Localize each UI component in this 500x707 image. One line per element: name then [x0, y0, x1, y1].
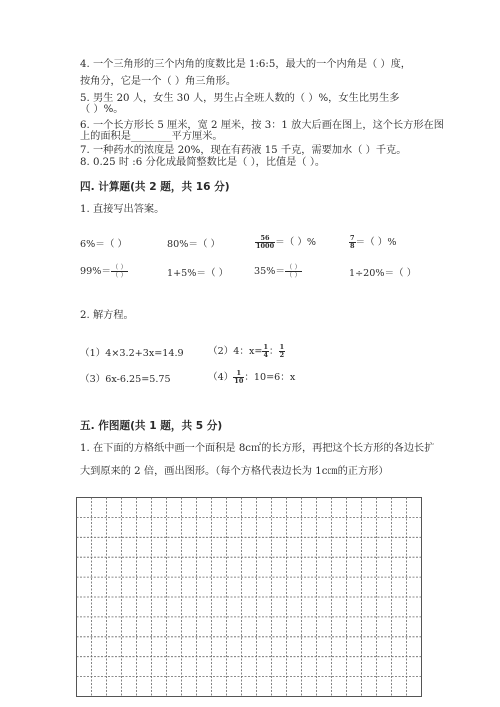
fraction-denominator: （ ） [111, 271, 127, 279]
section-5-title: 五. 作图题(共 1 题，共 5 分) [80, 420, 223, 432]
equation-1: （1）4×3.2+3x=14.9 [80, 348, 184, 359]
fraction-denominator: 10 [234, 377, 244, 385]
grid-paper[interactable] [76, 497, 422, 697]
equation-2 [208, 344, 285, 359]
fraction-numerator: 1 [279, 343, 285, 351]
equation-tail: ：10=6：x [244, 372, 296, 383]
section-5-q1-line-2: 大到原来的 2 倍，画出图形。（每个方格代表边长为 1c㎝的正方形） [80, 466, 389, 477]
fraction-1-2 [279, 344, 286, 359]
section-4-q2-title: 2. 解方程。 [80, 310, 134, 321]
calc-80-percent: 80%＝（ ） [167, 239, 221, 250]
calc-1-div-20-percent: 1÷20%＝（ ） [349, 268, 417, 279]
fraction-numerator: 1 [263, 343, 268, 351]
fraction-numerator: （ ） [285, 263, 301, 271]
calc-6-percent: 6%＝（ ） [80, 239, 128, 250]
calc-99-percent [80, 264, 128, 279]
question-8-line: 8. 0.25 时 :6 分化成最简整数比是（ ），比值是（ ）。 [80, 157, 326, 168]
calc-7-over-8 [349, 235, 396, 250]
fraction-blank [111, 264, 128, 279]
question-4-line-1: 4. 一个三角形的三个内角的度数比是 1:6:5，最大的一个内角是（ ）度， [80, 59, 411, 70]
calc-1-plus-5-percent: 1+5%＝（ ） [167, 268, 229, 279]
ratio-colon: ： [268, 346, 279, 357]
fraction-blank [285, 264, 302, 279]
calc-head: 35%＝ [254, 266, 285, 277]
section-4-q1-title: 1. 直接写出答案。 [80, 204, 165, 215]
question-4-line-2: 按角分，它是一个（ ）角三角形。 [80, 76, 237, 87]
fraction-denominator: 2 [279, 351, 285, 359]
question-5-line-1: 5. 男生 20 人，女生 30 人，男生占全班人数的（ ）%，女生比男生多 [80, 93, 400, 104]
fraction-1-10 [233, 370, 244, 385]
fraction-denominator: 8 [350, 242, 355, 250]
question-6-line-1: 6. 一个长方形长 5 厘米，宽 2 厘米，按 3：1 放大后画在图上，这个长方形在图 [80, 120, 444, 131]
fraction-numerator: 7 [350, 234, 355, 242]
fraction-numerator: 1 [233, 370, 244, 378]
question-5-line-2: （ ）%。 [80, 104, 124, 115]
fraction-56-1000 [255, 235, 275, 250]
equation-head: （4） [208, 372, 234, 383]
equation-head: （2）4：x= [208, 346, 263, 357]
section-5-q1-line-1: 1. 在下面的方格纸中画一个面积是 8c㎡的长方形，再把这个长方形的各边长扩 [80, 443, 435, 454]
calc-35-percent [254, 264, 302, 279]
question-6-line-2: 上的面积是________平方厘米。 [80, 131, 223, 142]
calc-head: 99%＝ [80, 266, 111, 277]
fraction-denominator: 1000 [256, 242, 275, 250]
calc-56-over-1000 [255, 235, 316, 250]
equation-3: （3）6x-6.25=5.75 [80, 374, 171, 385]
fraction-denominator: 4 [263, 351, 268, 359]
fraction-numerator: 56 [255, 235, 275, 243]
calc-tail: ＝（ ）% [275, 237, 317, 248]
section-4-title: 四. 计算题(共 2 题，共 16 分) [80, 181, 230, 193]
calc-tail: ＝（ ）% [355, 237, 397, 248]
fraction-denominator: （ ） [285, 271, 301, 279]
equation-4 [208, 370, 295, 385]
fraction-numerator: （ ） [111, 263, 127, 271]
question-7-line: 7. 一种药水的浓度是 20%，现在有药液 15 千克，需要加水（ ）千克。 [80, 145, 407, 156]
